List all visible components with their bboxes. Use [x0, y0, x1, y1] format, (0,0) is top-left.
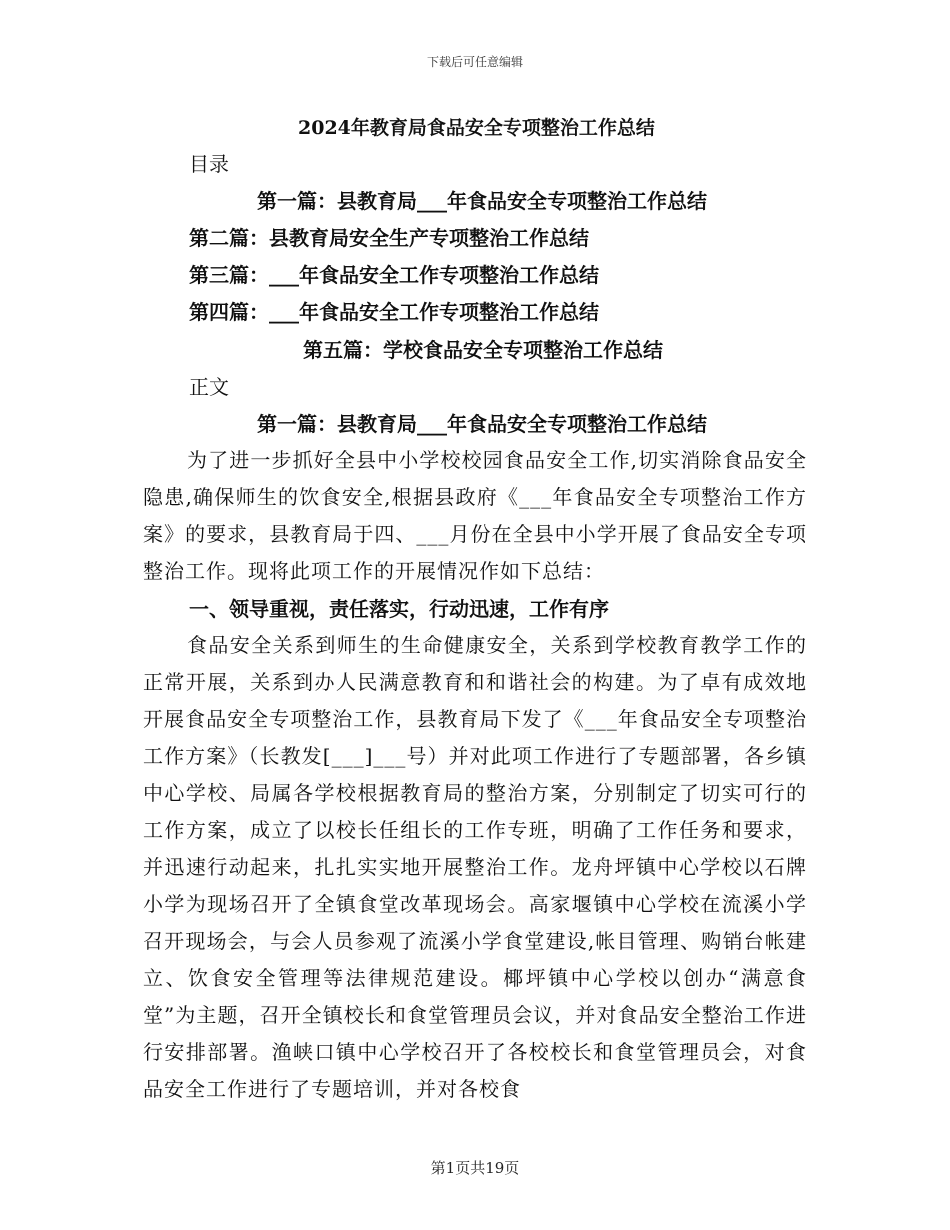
toc-item-5[interactable]: 第五篇：学校食品安全专项整治工作总结	[303, 338, 663, 362]
toc-heading: 目录	[189, 152, 229, 176]
page-footer: 第1页共19页	[430, 1159, 520, 1177]
document-title: 2024年教育局食品安全专项整治工作总结	[298, 117, 655, 139]
toc-item-3[interactable]: 第三篇：___年食品安全工作专项整治工作总结	[189, 263, 599, 287]
body-heading: 正文	[189, 375, 229, 399]
page-header: 下载后可任意编辑	[426, 55, 523, 69]
toc-item-1[interactable]: 第一篇：县教育局___年食品安全专项整治工作总结	[257, 189, 707, 213]
paragraph-section-1: 食品安全关系到师生的生命健康安全，关系到学校教育教学工作的正常开展，关系到办人民满意教育和和谐社会的构建。为了卓有成效地开展食品安全专项整治工作，县教育局下发了《___年食品安全专项整治工作方案》（长教发[___]___号）并对此项工作进行了专题部署，各乡镇中心学校、局属各学校根据教育局的整治方案，分别制定了切实可行的工作方案，成立了以校长任组长的工作专班，明确了工作任务和要求，并迅速行动起来，扎扎实实地开展整治工作。龙舟坪镇中心学校以石牌小学为现场召开了全镇食堂改革现场会。高家堰镇中心学校在流溪小学召开现场会，与会人员参观了流溪小学食堂建设,帐目管理、购销台帐建立、饮食安全管理等法律规范建设。椰坪镇中心学校以创办“满意食堂”为主题，召开全镇校长和食堂管理员会议，并对食品安全整治工作进行安排部署。渔峡口镇中心学校召开了各校校长和食堂管理员会，对食品安全工作进行了专题培训，并对各校食	[143, 633, 807, 1101]
section-heading-1: 一、领导重视，责任落实，行动迅速，工作有序	[189, 597, 609, 621]
article-title: 第一篇：县教育局___年食品安全专项整治工作总结	[257, 412, 707, 436]
paragraph-intro: 为了进一步抓好全县中小学校校园食品安全工作,切实消除食品安全隐患,确保师生的饮食安全,根据县政府《___年食品安全专项整治工作方案》的要求，县教育局于四、___月份在全县中小学开展了食品安全专项整治工作。现将此项工作的开展情况作如下总结：	[143, 448, 807, 583]
toc-item-2[interactable]: 第二篇：县教育局安全生产专项整治工作总结	[189, 226, 589, 250]
toc-item-4[interactable]: 第四篇：___年食品安全工作专项整治工作总结	[189, 300, 599, 324]
